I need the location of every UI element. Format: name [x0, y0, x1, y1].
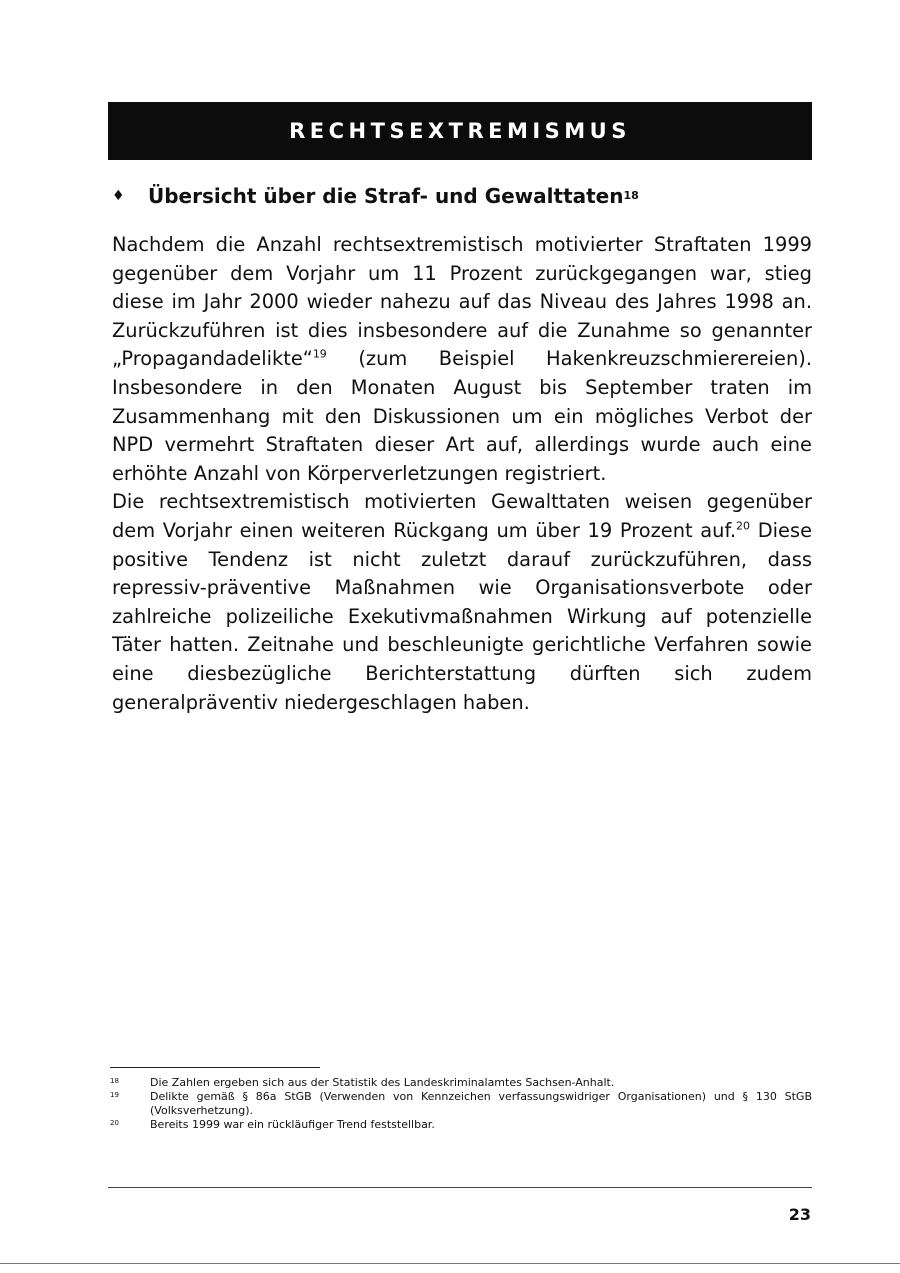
chapter-title: RECHTSEXTREMISMUS	[289, 119, 631, 143]
section-heading-text: Übersicht über die Straf- und Gewalttaten	[148, 184, 624, 208]
footnote	[110, 1076, 812, 1090]
footnote-number: 18	[110, 1077, 119, 1085]
footnote-text: Bereits 1999 war ein rückläufiger Trend feststellbar.	[150, 1118, 435, 1131]
bottom-edge-line	[0, 1263, 900, 1264]
footnote-number: 19	[110, 1091, 119, 1099]
footnotes	[110, 1076, 812, 1132]
footnote	[110, 1118, 812, 1132]
paragraph-1	[112, 231, 812, 488]
footnote-ref-19: 19	[312, 347, 327, 361]
footnote-text: Die Zahlen ergeben sich aus der Statistik des Landeskriminalamtes Sachsen-Anhalt.	[150, 1076, 615, 1089]
body-text	[112, 231, 812, 717]
page-number: 23	[788, 1205, 811, 1224]
diamond-bullet-icon: ♦	[112, 188, 125, 204]
paragraph-2-text-b: Diese positive Tendenz ist nicht zuletzt darauf zurückzuführen, dass repressiv-präventive Maßnahmen wie Organisationsverbote oder zahlreiche polizeiliche Exekutivmaßnahmen Wirkung auf potenzielle Täter hatten. Zeitnahe und beschleunigte gerichtliche Verfahren sowie eine diesbezügliche Berichterstattung dürften sich zudem generalpräventiv niedergeschlagen haben.	[112, 518, 812, 714]
footnote-ref-20: 20	[736, 519, 751, 533]
footnote	[110, 1090, 812, 1118]
section-heading: ♦ Übersicht über die Straf- und Gewalttaten 18	[112, 181, 812, 211]
paragraph-1-text-a: Nachdem die Anzahl rechtsextremistisch motivierter Straftaten 1999 gegenüber dem Vorjahr um 11 Prozent zurückgegangen war, stieg diese im Jahr 2000 wieder nahezu auf das Niveau des Jahres 1998 an. Zurückzuführen ist dies insbesondere auf die Zunahme so genannter „Propagandadelikte“	[112, 233, 812, 371]
footnote-text: Delikte gemäß § 86a StGB (Verwenden von Kennzeichen verfassungswidriger Organisationen) und § 130 StGB (Volksverhetzung).	[150, 1090, 812, 1117]
paragraph-2	[112, 488, 812, 717]
footer-divider	[108, 1187, 812, 1188]
footnote-number: 20	[110, 1119, 119, 1127]
chapter-header-bar	[108, 102, 812, 160]
paragraph-2-text-a: Die rechtsextremistisch motivierten Gewalttaten weisen gegenüber dem Vorjahr einen weiteren Rückgang um über 19 Prozent auf.	[112, 490, 812, 542]
footnote-divider	[110, 1067, 320, 1068]
paragraph-1-text-b: (zum Beispiel Hakenkreuzschmierereien). Insbesondere in den Monaten August bis September traten im Zusammenhang mit den Diskussionen um ein mögliches Verbot der NPD vermehrt Straftaten dieser Art auf, allerdings wurde auch eine erhöhte Anzahl von Körperverletzungen registriert.	[112, 347, 812, 485]
